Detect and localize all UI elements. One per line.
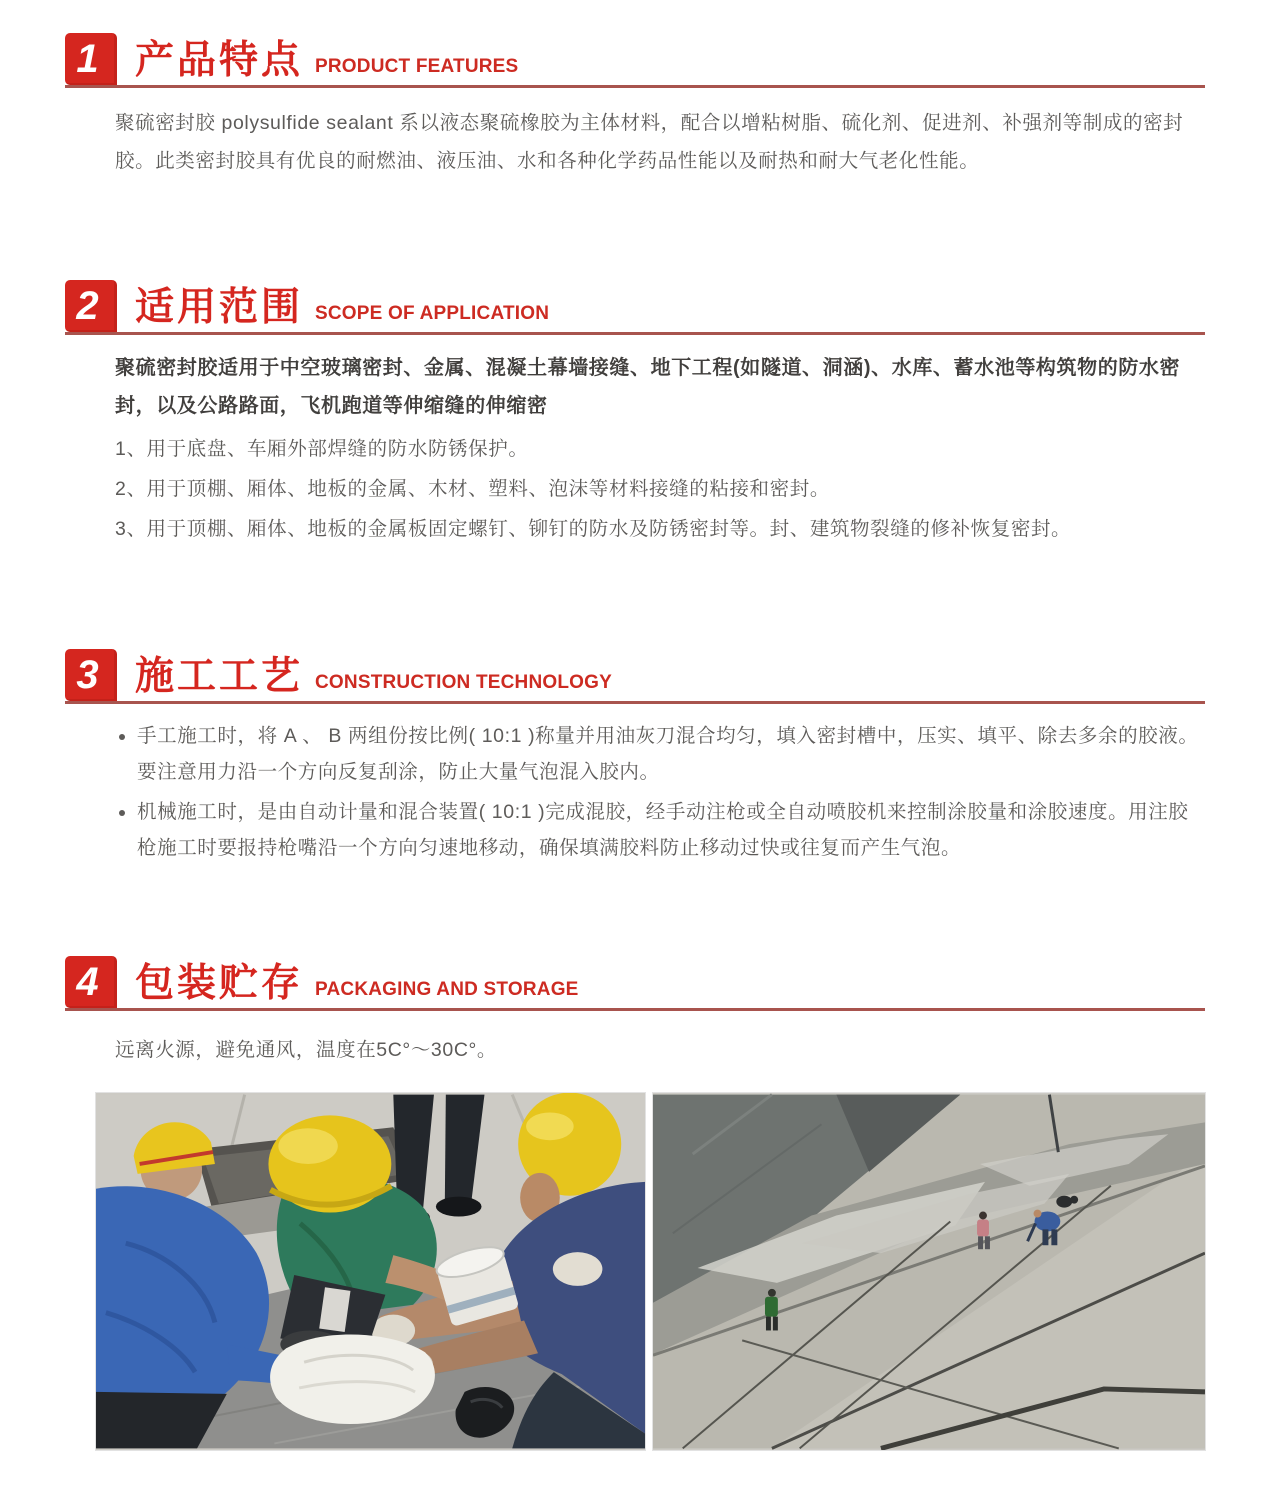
section-title-zh: 产品特点	[135, 39, 304, 82]
application-list	[115, 433, 1205, 545]
section-number-badge: 2	[65, 280, 117, 332]
section-title-en: PACKAGING AND STORAGE	[315, 979, 579, 1000]
section-title-en: SCOPE OF APPLICATION	[315, 303, 550, 324]
workers-mixing-sealant-photo	[96, 1093, 645, 1450]
features-paragraph: 聚硫密封胶 polysulfide sealant 系以液态聚硫橡胶为主体材料，配合以增粘树脂、硫化剂、促进剂、补强剂等制成的密封胶。此类密封胶具有优良的耐燃油、液压油、水和各种化学药品性能以及耐热和耐大气老化性能。	[115, 112, 1184, 172]
section-title-zh: 施工工艺	[135, 655, 304, 698]
photo-row	[96, 1093, 1205, 1450]
section-number-badge: 3	[65, 649, 117, 701]
concrete-slope-joint-sealing-photo	[653, 1093, 1205, 1450]
section-body	[115, 104, 1205, 180]
section-header	[65, 280, 1205, 335]
section-title-en: PRODUCT FEATURES	[315, 56, 519, 77]
section-header	[65, 33, 1205, 88]
list-item: 1、用于底盘、车厢外部焊缝的防水防锈保护。	[115, 438, 529, 460]
white-sealant-pile	[270, 1334, 435, 1424]
list-item: • 手工施工时，将 A 、 B 两组份按比例( 10:1 )称量并用油灰刀混合均匀，填入密封槽中，压实、填平、除去多余的胶液。要注意用力沿一个方向反复刮涂，防止大量气泡混入胶内。	[137, 718, 1205, 790]
list-item: 2、用于顶棚、厢体、地板的金属、木材、塑料、泡沫等材料接缝的粘接和密封。	[115, 478, 830, 500]
section-body	[115, 718, 1205, 866]
section-number-badge: 1	[65, 33, 117, 85]
section-header	[65, 956, 1205, 1011]
section-packaging-and-storage	[65, 956, 1205, 1069]
section-construction-technology	[65, 649, 1205, 866]
section-title-en: CONSTRUCTION TECHNOLOGY	[315, 672, 613, 693]
section-scope-of-application	[65, 280, 1205, 545]
construction-steps-list	[115, 718, 1205, 866]
section-number-badge: 4	[65, 956, 117, 1008]
section-title-zh: 适用范围	[135, 286, 304, 329]
list-item: 3、用于顶棚、厢体、地板的金属板固定螺钉、铆钉的防水及防锈密封等。封、建筑物裂缝的修补恢复密封。	[115, 518, 1072, 540]
storage-paragraph: 远离火源，避免通风，温度在5C°～30C°。	[115, 1039, 497, 1061]
section-body	[115, 349, 1205, 545]
section-product-features	[65, 33, 1205, 180]
list-item: • 机械施工时，是由自动计量和混合装置( 10:1 )完成混胶，经手动注枪或全自动喷胶机来控制涂胶量和涂胶速度。用注胶枪施工时要报持枪嘴沿一个方向匀速地移动，确保填满胶料防止移动过快或往复而产生气泡。	[137, 794, 1205, 866]
section-header	[65, 649, 1205, 704]
section-body	[115, 1031, 1205, 1069]
section-title-zh: 包装贮存	[135, 962, 304, 1005]
scope-lead-paragraph: 聚硫密封胶适用于中空玻璃密封、金属、混凝土幕墙接缝、地下工程(如隧道、洞涵)、水库、蓄水池等构筑物的防水密封，以及公路路面，飞机跑道等伸缩缝的伸缩密	[115, 357, 1181, 417]
